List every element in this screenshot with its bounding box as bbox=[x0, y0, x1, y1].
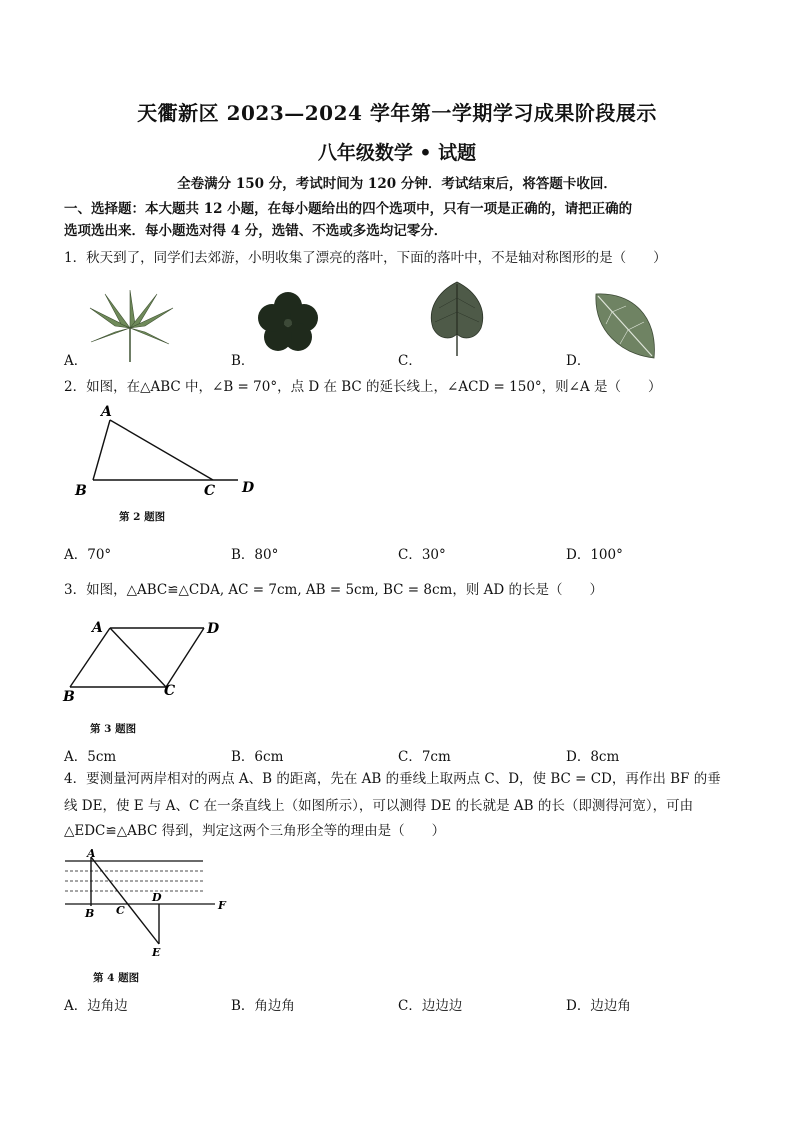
q1-option-c[interactable]: C． bbox=[398, 353, 422, 369]
q4-option-b[interactable]: B．角边角 bbox=[231, 998, 295, 1014]
maple-leaf-image bbox=[85, 290, 175, 365]
q2-option-b[interactable]: B．80° bbox=[231, 547, 279, 563]
q3-option-a[interactable]: A．5cm bbox=[64, 749, 117, 765]
exam-note: 全卷满分 150 分，考试时间为 120 分钟．考试结束后，将答题卡收回． bbox=[177, 176, 617, 192]
exam-subtitle: 八年级数学 • 试题 bbox=[317, 142, 477, 164]
label-d: D bbox=[242, 480, 255, 496]
label-a: A bbox=[92, 620, 103, 636]
river-width-figure bbox=[65, 845, 235, 960]
label-f: F bbox=[218, 899, 226, 912]
label-b: B bbox=[75, 483, 87, 499]
q4-option-c[interactable]: C．边边边 bbox=[398, 998, 463, 1014]
q1-option-a[interactable]: A． bbox=[64, 353, 88, 369]
section-heading-line1: 一、选择题：本大题共 12 小题，在每小题给出的四个选项中，只有一项是正确的，请把正确的 bbox=[64, 201, 633, 217]
q3-option-d[interactable]: D．8cm bbox=[566, 749, 620, 765]
q2-caption: 第 2 题图 bbox=[119, 511, 166, 523]
q3-option-c[interactable]: C．7cm bbox=[398, 749, 451, 765]
triangle-abc-figure bbox=[70, 400, 270, 500]
label-a: A bbox=[87, 847, 96, 860]
label-e: E bbox=[152, 946, 161, 959]
section-heading-line2: 选项选出来．每小题选对得 4 分，选错、不选或多选均记零分． bbox=[64, 223, 448, 239]
q2-option-c[interactable]: C．30° bbox=[398, 547, 446, 563]
flower-image bbox=[258, 292, 318, 352]
label-c: C bbox=[204, 483, 216, 499]
q1-option-d[interactable]: D． bbox=[566, 353, 591, 369]
question-2-stem: 2．如图，在△ABC 中，∠B = 70°，点 D 在 BC 的延长线上，∠ACD = 150°，则∠A 是（ ） bbox=[64, 379, 662, 395]
heart-leaf-image bbox=[425, 278, 489, 358]
q2-option-a[interactable]: A．70° bbox=[64, 547, 112, 563]
label-d: D bbox=[152, 891, 162, 904]
label-d: D bbox=[207, 621, 220, 637]
q4-caption: 第 4 题图 bbox=[93, 972, 140, 984]
q4-option-d[interactable]: D．边边角 bbox=[566, 998, 631, 1014]
q3-option-b[interactable]: B．6cm bbox=[231, 749, 284, 765]
exam-title: 天衢新区 2023—2024 学年第一学期学习成果阶段展示 bbox=[137, 101, 657, 125]
question-1-stem: 1．秋天到了，同学们去郊游，小明收集了漂亮的落叶，下面的落叶中，不是轴对称图形的是（ ） bbox=[64, 250, 667, 266]
label-c: C bbox=[164, 683, 176, 699]
q3-caption: 第 3 题图 bbox=[90, 723, 137, 735]
label-b: B bbox=[85, 907, 95, 920]
question-3-stem: 3．如图，△ABC≌△CDA, AC = 7cm, AB = 5cm, BC = 8cm，则 AD 的长是（ ） bbox=[64, 582, 604, 598]
label-b: B bbox=[63, 689, 75, 705]
q1-option-b[interactable]: B． bbox=[231, 353, 255, 369]
parallelogram-figure bbox=[60, 615, 235, 705]
oval-leaf-image bbox=[592, 290, 658, 362]
question-4-stem-line2: 线 DE，使 E 与 A、C 在一条直线上（如图所示），可以测得 DE 的长就是 AB 的长（即测得河宽），可由 bbox=[64, 798, 694, 814]
q2-option-d[interactable]: D．100° bbox=[566, 547, 623, 563]
q4-option-a[interactable]: A．边角边 bbox=[64, 998, 128, 1014]
label-c: C bbox=[116, 904, 125, 917]
label-a: A bbox=[101, 404, 112, 420]
question-4-stem-line3: △EDC≌△ABC 得到，判定这两个三角形全等的理由是（ ） bbox=[64, 823, 446, 839]
question-4-stem-line1: 4．要测量河两岸相对的两点 A、B 的距离，先在 AB 的垂线上取两点 C、D，使 BC = CD，再作出 BF 的垂 bbox=[64, 771, 721, 787]
